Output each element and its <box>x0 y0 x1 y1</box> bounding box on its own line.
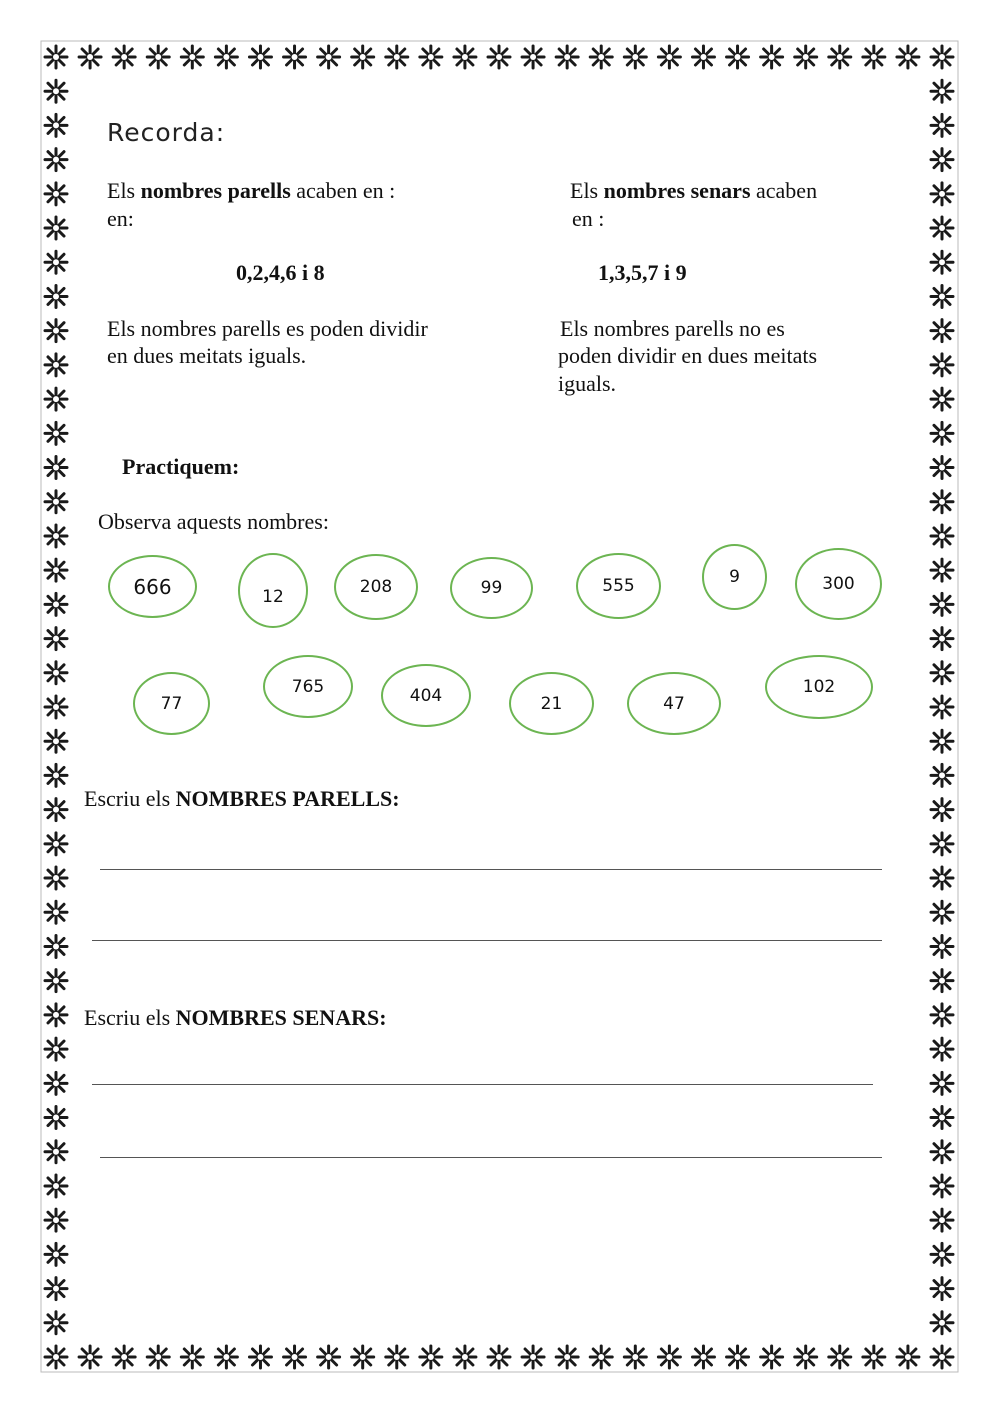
border-flower-icon <box>113 1346 135 1368</box>
border-flower-icon <box>45 935 67 957</box>
border-flower-icon <box>658 1346 680 1368</box>
odd-rule-suffix: acaben <box>750 178 818 203</box>
border-flower-icon <box>931 422 953 444</box>
border-flower-icon <box>45 764 67 786</box>
border-flower-icon <box>931 457 953 479</box>
border-flower-icon <box>795 46 817 68</box>
border-flower-icon <box>931 1072 953 1094</box>
border-flower-icon <box>352 1346 374 1368</box>
number-value: 208 <box>359 577 393 597</box>
border-flower-icon <box>45 559 67 581</box>
border-flower-icon <box>692 46 714 68</box>
number-oval <box>627 672 721 735</box>
border-flower-icon <box>454 1346 476 1368</box>
border-flower-icon <box>931 1175 953 1197</box>
number-value: 77 <box>160 693 183 714</box>
write-even-label <box>84 785 400 813</box>
border-flower-icon <box>727 1346 749 1368</box>
border-flower-icon <box>45 183 67 205</box>
number-oval <box>108 555 197 618</box>
border-flower-icon <box>931 1278 953 1300</box>
border-flower-icon <box>863 1346 885 1368</box>
practice-title: Practiquem: <box>122 454 240 479</box>
border-flower-icon <box>931 320 953 342</box>
number-oval <box>576 553 661 619</box>
border-flower-icon <box>931 662 953 684</box>
border-flower-icon <box>45 696 67 718</box>
odd-rule-prefix: Els <box>570 178 604 203</box>
border-flower-icon <box>284 1346 306 1368</box>
number-oval <box>238 553 308 628</box>
border-flower-icon <box>79 46 101 68</box>
number-oval <box>450 557 533 619</box>
odd-rule-term: nombres senars <box>603 178 751 203</box>
answer-line-odd-1[interactable] <box>92 1084 873 1085</box>
border-flower-icon <box>624 1346 646 1368</box>
border-flower-icon <box>45 1278 67 1300</box>
write-even-term: NOMBRES PARELLS: <box>175 786 400 811</box>
border-flower-icon <box>931 149 953 171</box>
border-flower-icon <box>45 251 67 273</box>
border-flower-icon <box>45 1004 67 1026</box>
border-flower-icon <box>352 46 374 68</box>
number-value: 12 <box>262 586 284 607</box>
number-oval <box>334 554 418 620</box>
number-oval <box>133 672 210 735</box>
border-flower-icon <box>488 46 510 68</box>
border-flower-icon <box>45 833 67 855</box>
border-flower-icon <box>931 628 953 650</box>
write-odd-prefix: Escriu els <box>84 1005 176 1030</box>
border-flower-icon <box>45 867 67 889</box>
border-flower-icon <box>284 46 306 68</box>
border-flower-icon <box>522 46 544 68</box>
border-flower-icon <box>931 764 953 786</box>
border-flower-icon <box>45 46 67 68</box>
border-flower-icon <box>931 559 953 581</box>
border-flower-icon <box>931 114 953 136</box>
number-value: 99 <box>480 578 503 598</box>
border-flower-icon <box>931 285 953 307</box>
border-flower-icon <box>761 46 783 68</box>
border-flower-icon <box>45 1038 67 1060</box>
border-flower-icon <box>556 46 578 68</box>
border-flower-icon <box>931 183 953 205</box>
border-flower-icon <box>45 354 67 376</box>
border-flower-icon <box>522 1346 544 1368</box>
border-flower-icon <box>931 935 953 957</box>
border-flower-icon <box>45 320 67 342</box>
border-flower-icon <box>931 867 953 889</box>
even-rule-suffix: acaben en : <box>290 178 396 203</box>
border-flower-icon <box>45 1141 67 1163</box>
border-flower-icon <box>931 901 953 923</box>
border-flower-icon <box>420 46 442 68</box>
odd-note-line1: Els nombres parells no es <box>560 316 785 341</box>
even-rule-term: nombres parells <box>140 178 291 203</box>
border-flower-icon <box>45 217 67 239</box>
even-rule-line1 <box>107 177 395 205</box>
border-flower-icon <box>45 457 67 479</box>
number-value: 555 <box>602 576 635 596</box>
border-flower-icon <box>931 1107 953 1129</box>
border-flower-icon <box>45 1107 67 1129</box>
number-value: 404 <box>409 685 443 706</box>
border-flower-icon <box>658 46 680 68</box>
border-flower-icon <box>590 46 612 68</box>
border-flower-icon <box>249 46 271 68</box>
border-flower-icon <box>318 1346 340 1368</box>
border-flower-icon <box>931 1038 953 1060</box>
even-digits: 0,2,4,6 i 8 <box>236 260 325 285</box>
border-flower-icon <box>181 1346 203 1368</box>
answer-line-even-2[interactable] <box>92 940 882 941</box>
write-even-prefix: Escriu els <box>84 786 176 811</box>
even-note-line1: Els nombres parells es poden dividir <box>107 316 428 341</box>
border-flower-icon <box>931 80 953 102</box>
border-flower-icon <box>761 1346 783 1368</box>
border-flower-icon <box>931 388 953 410</box>
border-flower-icon <box>45 149 67 171</box>
border-flower-icon <box>931 46 953 68</box>
border-flower-icon <box>931 1004 953 1026</box>
border-flower-icon <box>454 46 476 68</box>
border-flower-icon <box>863 46 885 68</box>
title-recorda: Recorda: <box>107 118 226 147</box>
border-flower-icon <box>420 1346 442 1368</box>
odd-note-line3: iguals. <box>558 371 617 396</box>
border-flower-icon <box>931 1312 953 1334</box>
border-flower-icon <box>215 1346 237 1368</box>
border-flower-icon <box>147 46 169 68</box>
number-value: 300 <box>822 574 855 594</box>
border-flower-icon <box>897 46 919 68</box>
answer-line-even-1[interactable] <box>100 869 882 870</box>
number-value: 21 <box>540 693 563 714</box>
border-flower-icon <box>931 1209 953 1231</box>
border-flower-icon <box>386 46 408 68</box>
number-oval <box>795 548 882 620</box>
even-rule-line2: en: <box>107 206 134 231</box>
border-flower-icon <box>147 1346 169 1368</box>
border-flower-icon <box>931 1346 953 1368</box>
write-odd-label <box>84 1004 387 1032</box>
border-flower-icon <box>45 422 67 444</box>
border-flower-icon <box>113 46 135 68</box>
border-flower-icon <box>931 970 953 992</box>
border-flower-icon <box>45 1072 67 1094</box>
border-flower-icon <box>931 491 953 513</box>
border-flower-icon <box>931 696 953 718</box>
border-flower-icon <box>931 217 953 239</box>
border-flower-icon <box>931 251 953 273</box>
answer-line-odd-2[interactable] <box>100 1157 882 1158</box>
border-flower-icon <box>931 354 953 376</box>
odd-rule-line2: en : <box>572 206 605 231</box>
border-flower-icon <box>931 730 953 752</box>
border-flower-icon <box>931 833 953 855</box>
border-flower-icon <box>45 388 67 410</box>
border-flower-icon <box>624 46 646 68</box>
border-flower-icon <box>829 46 851 68</box>
border-flower-icon <box>931 799 953 821</box>
border-flower-icon <box>931 1141 953 1163</box>
border-flower-icon <box>556 1346 578 1368</box>
border-flower-icon <box>727 46 749 68</box>
border-flower-icon <box>829 1346 851 1368</box>
border-flower-icon <box>318 46 340 68</box>
number-oval <box>702 544 767 610</box>
border-flower-icon <box>488 1346 510 1368</box>
border-flower-icon <box>45 525 67 547</box>
border-flower-icon <box>45 901 67 923</box>
border-flower-icon <box>45 1312 67 1334</box>
border-flower-icon <box>45 799 67 821</box>
odd-digits: 1,3,5,7 i 9 <box>598 260 687 285</box>
number-value: 9 <box>729 567 740 587</box>
number-value: 102 <box>802 677 836 697</box>
border-flower-icon <box>386 1346 408 1368</box>
border-flower-icon <box>45 1243 67 1265</box>
border-flower-icon <box>931 525 953 547</box>
even-note-line2: en dues meitats iguals. <box>107 343 307 368</box>
border-flower-icon <box>45 491 67 513</box>
border-flower-icon <box>215 46 237 68</box>
number-oval <box>263 655 353 718</box>
border-flower-icon <box>795 1346 817 1368</box>
number-value: 765 <box>291 676 325 697</box>
even-rule-prefix: Els <box>107 178 141 203</box>
border-flower-icon <box>79 1346 101 1368</box>
border-flower-icon <box>931 1243 953 1265</box>
write-odd-term: NOMBRES SENARS: <box>175 1005 387 1030</box>
number-value: 47 <box>663 693 685 714</box>
border-flower-icon <box>45 1175 67 1197</box>
border-flower-icon <box>45 593 67 615</box>
border-flower-icon <box>45 1209 67 1231</box>
border-flower-icon <box>931 593 953 615</box>
border-flower-icon <box>249 1346 271 1368</box>
border-flower-icon <box>590 1346 612 1368</box>
border-flower-icon <box>45 285 67 307</box>
border-flower-icon <box>45 628 67 650</box>
border-flower-icon <box>45 80 67 102</box>
odd-note-line2: poden dividir en dues meitats <box>558 343 818 368</box>
border-flower-icon <box>897 1346 919 1368</box>
border-flower-icon <box>45 730 67 752</box>
border-flower-icon <box>45 114 67 136</box>
odd-rule-line1 <box>570 177 817 205</box>
border-flower-icon <box>45 970 67 992</box>
border-flower-icon <box>692 1346 714 1368</box>
border-flower-icon <box>45 662 67 684</box>
number-oval <box>381 664 471 727</box>
border-flower-icon <box>181 46 203 68</box>
border-flower-icon <box>45 1346 67 1368</box>
number-oval <box>765 655 873 719</box>
instruction: Observa aquests nombres: <box>98 509 329 534</box>
number-oval <box>509 672 594 735</box>
number-value: 666 <box>133 574 172 599</box>
